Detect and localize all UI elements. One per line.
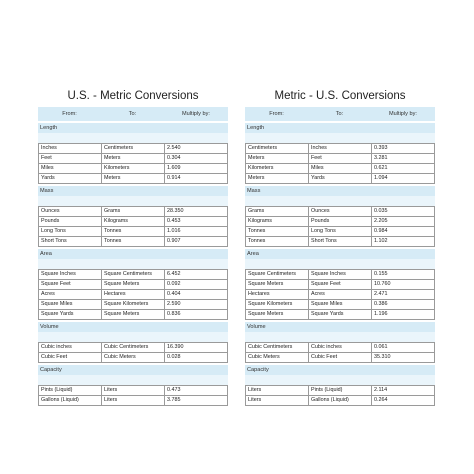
section-capacity [245, 365, 435, 406]
to-cell: Square Inches [309, 270, 372, 279]
section-heading: Length [245, 123, 435, 133]
table-row [38, 154, 228, 164]
table-row [245, 237, 435, 247]
factor-cell: 0.836 [165, 310, 228, 319]
factor-cell: 0.621 [372, 164, 435, 173]
factor-cell: 1.196 [372, 310, 435, 319]
factor-cell: 6.452 [165, 270, 228, 279]
factor-cell: 1.102 [372, 237, 435, 246]
to-cell: Meters [102, 174, 165, 183]
to-cell: Liters [102, 396, 165, 405]
factor-cell: 0.092 [165, 280, 228, 289]
factor-cell: 28.350 [165, 207, 228, 216]
to-cell: Square Kilometers [102, 300, 165, 309]
section-subheader [245, 133, 435, 143]
from-cell: Liters [246, 386, 309, 395]
section-heading: Area [38, 249, 228, 259]
to-cell: Cubic Centimeters [102, 343, 165, 352]
section-capacity [38, 365, 228, 406]
from-cell: Square Meters [246, 280, 309, 289]
sections-container [245, 123, 435, 406]
column-header-to: To: [128, 111, 137, 117]
from-cell: Square Meters [246, 310, 309, 319]
factor-cell: 0.264 [372, 396, 435, 405]
from-cell: Meters [246, 154, 309, 163]
from-cell: Acres [39, 290, 102, 299]
us-metric-panel [38, 86, 228, 406]
table-row [245, 280, 435, 290]
table-row [38, 227, 228, 237]
to-cell: Long Tons [309, 227, 372, 236]
from-cell: Square Yards [39, 310, 102, 319]
to-cell: Liters [102, 386, 165, 395]
to-cell: Yards [309, 174, 372, 183]
factor-cell: 2.590 [165, 300, 228, 309]
conversion-rows [38, 269, 228, 320]
conversion-rows [245, 206, 435, 247]
from-cell: Cubic inches [39, 343, 102, 352]
from-cell: Square Miles [39, 300, 102, 309]
from-cell: Pints (Liquid) [39, 386, 102, 395]
section-heading: Capacity [245, 365, 435, 375]
factor-cell: 10.760 [372, 280, 435, 289]
table-row [38, 353, 228, 363]
section-heading: Mass [245, 186, 435, 196]
from-cell: Long Tons [39, 227, 102, 236]
table-row [245, 386, 435, 396]
to-cell: Cubic Meters [102, 353, 165, 362]
from-cell: Yards [39, 174, 102, 183]
to-cell: Hectares [102, 290, 165, 299]
factor-cell: 1.016 [165, 227, 228, 236]
column-header-multiply: Multiply by: [389, 111, 417, 117]
factor-cell: 0.453 [165, 217, 228, 226]
section-subheader [38, 332, 228, 342]
table-row [245, 164, 435, 174]
table-row [38, 386, 228, 396]
section-heading: Volume [245, 322, 435, 332]
from-cell: Miles [39, 164, 102, 173]
conversion-rows [245, 269, 435, 320]
conversion-rows [38, 385, 228, 406]
factor-cell: 2.114 [372, 386, 435, 395]
conversion-rows [38, 342, 228, 363]
factor-cell: 0.404 [165, 290, 228, 299]
factor-cell: 0.035 [372, 207, 435, 216]
section-mass [38, 186, 228, 247]
factor-cell: 16.390 [165, 343, 228, 352]
factor-cell: 0.386 [372, 300, 435, 309]
to-cell: Square Centimeters [102, 270, 165, 279]
to-cell: Tonnes [102, 227, 165, 236]
table-row [38, 290, 228, 300]
table-row [245, 300, 435, 310]
section-subheader [38, 133, 228, 143]
section-length [245, 123, 435, 184]
table-row [38, 237, 228, 247]
from-cell: Grams [246, 207, 309, 216]
to-cell: Square Yards [309, 310, 372, 319]
section-subheader [245, 196, 435, 206]
to-cell: Tonnes [102, 237, 165, 246]
section-subheader [38, 259, 228, 269]
section-volume [38, 322, 228, 363]
factor-cell: 0.914 [165, 174, 228, 183]
table-row [245, 217, 435, 227]
factor-cell: 1.609 [165, 164, 228, 173]
factor-cell: 0.061 [372, 343, 435, 352]
section-subheader [38, 375, 228, 385]
from-cell: Liters [246, 396, 309, 405]
table-row [245, 207, 435, 217]
to-cell: Cubic Feet [309, 353, 372, 362]
from-cell: Ounces [39, 207, 102, 216]
from-cell: Cubic Meters [246, 353, 309, 362]
table-row [38, 280, 228, 290]
to-cell: Inches [309, 144, 372, 153]
to-cell: Grams [102, 207, 165, 216]
table-row [245, 270, 435, 280]
to-cell: Kilograms [102, 217, 165, 226]
conversion-rows [245, 143, 435, 184]
to-cell: Cubic inches [309, 343, 372, 352]
section-subheader [38, 196, 228, 206]
from-cell: Meters [246, 174, 309, 183]
section-subheader [245, 375, 435, 385]
from-cell: Gallons (Liquid) [39, 396, 102, 405]
table-row [38, 310, 228, 320]
to-cell: Ounces [309, 207, 372, 216]
table-row [38, 207, 228, 217]
factor-cell: 0.304 [165, 154, 228, 163]
table-row [38, 174, 228, 184]
sections-container [38, 123, 228, 406]
section-heading: Mass [38, 186, 228, 196]
section-area [245, 249, 435, 320]
conversion-rows [245, 342, 435, 363]
factor-cell: 2.540 [165, 144, 228, 153]
table-row [245, 310, 435, 320]
to-cell: Feet [309, 154, 372, 163]
to-cell: Acres [309, 290, 372, 299]
conversion-rows [38, 143, 228, 184]
to-cell: Square Meters [102, 280, 165, 289]
section-area [38, 249, 228, 320]
table-row [38, 343, 228, 353]
table-row [245, 353, 435, 363]
from-cell: Kilograms [246, 217, 309, 226]
from-cell: Square Feet [39, 280, 102, 289]
factor-cell: 0.155 [372, 270, 435, 279]
from-cell: Short Tons [39, 237, 102, 246]
table-row [245, 227, 435, 237]
to-cell: Short Tons [309, 237, 372, 246]
to-cell: Kilometers [102, 164, 165, 173]
factor-cell: 1.094 [372, 174, 435, 183]
factor-cell: 3.281 [372, 154, 435, 163]
to-cell: Square Meters [102, 310, 165, 319]
factor-cell: 3.785 [165, 396, 228, 405]
from-cell: Hectares [246, 290, 309, 299]
column-header-from: From: [62, 111, 77, 117]
column-header-row [245, 107, 435, 121]
from-cell: Feet [39, 154, 102, 163]
factor-cell: 2.471 [372, 290, 435, 299]
section-heading: Length [38, 123, 228, 133]
section-heading: Volume [38, 322, 228, 332]
factor-cell: 2.205 [372, 217, 435, 226]
column-header-multiply: Multiply by: [182, 111, 210, 117]
to-cell: Pounds [309, 217, 372, 226]
table-row [38, 270, 228, 280]
from-cell: Square Kilometers [246, 300, 309, 309]
conversion-rows [38, 206, 228, 247]
table-row [245, 154, 435, 164]
factor-cell: 0.907 [165, 237, 228, 246]
to-cell: Miles [309, 164, 372, 173]
factor-cell: 0.028 [165, 353, 228, 362]
section-heading: Capacity [38, 365, 228, 375]
to-cell: Square Miles [309, 300, 372, 309]
table-row [38, 164, 228, 174]
factor-cell: 35.310 [372, 353, 435, 362]
panel-title: Metric - U.S. Conversions [274, 90, 406, 102]
section-subheader [245, 259, 435, 269]
column-header-from: From: [269, 111, 284, 117]
factor-cell: 0.473 [165, 386, 228, 395]
to-cell: Pints (Liquid) [309, 386, 372, 395]
to-cell: Gallons (Liquid) [309, 396, 372, 405]
factor-cell: 0.984 [372, 227, 435, 236]
table-row [245, 343, 435, 353]
from-cell: Cubic Centimeters [246, 343, 309, 352]
from-cell: Centimeters [246, 144, 309, 153]
section-subheader [245, 332, 435, 342]
to-cell: Meters [102, 154, 165, 163]
from-cell: Cubic Feet [39, 353, 102, 362]
table-row [38, 144, 228, 154]
table-row [245, 174, 435, 184]
section-volume [245, 322, 435, 363]
from-cell: Square Inches [39, 270, 102, 279]
conversion-rows [245, 385, 435, 406]
section-length [38, 123, 228, 184]
table-row [245, 396, 435, 406]
table-row [38, 396, 228, 406]
table-row [38, 217, 228, 227]
from-cell: Kilometers [246, 164, 309, 173]
metric-us-panel [245, 86, 435, 406]
column-header-row [38, 107, 228, 121]
from-cell: Pounds [39, 217, 102, 226]
table-row [38, 300, 228, 310]
column-header-to: To: [335, 111, 344, 117]
panel-title: U.S. - Metric Conversions [67, 90, 199, 102]
table-row [245, 144, 435, 154]
from-cell: Tonnes [246, 237, 309, 246]
from-cell: Tonnes [246, 227, 309, 236]
to-cell: Square Feet [309, 280, 372, 289]
table-row [245, 290, 435, 300]
to-cell: Centimeters [102, 144, 165, 153]
section-heading: Area [245, 249, 435, 259]
factor-cell: 0.393 [372, 144, 435, 153]
from-cell: Square Centimeters [246, 270, 309, 279]
from-cell: Inches [39, 144, 102, 153]
section-mass [245, 186, 435, 247]
